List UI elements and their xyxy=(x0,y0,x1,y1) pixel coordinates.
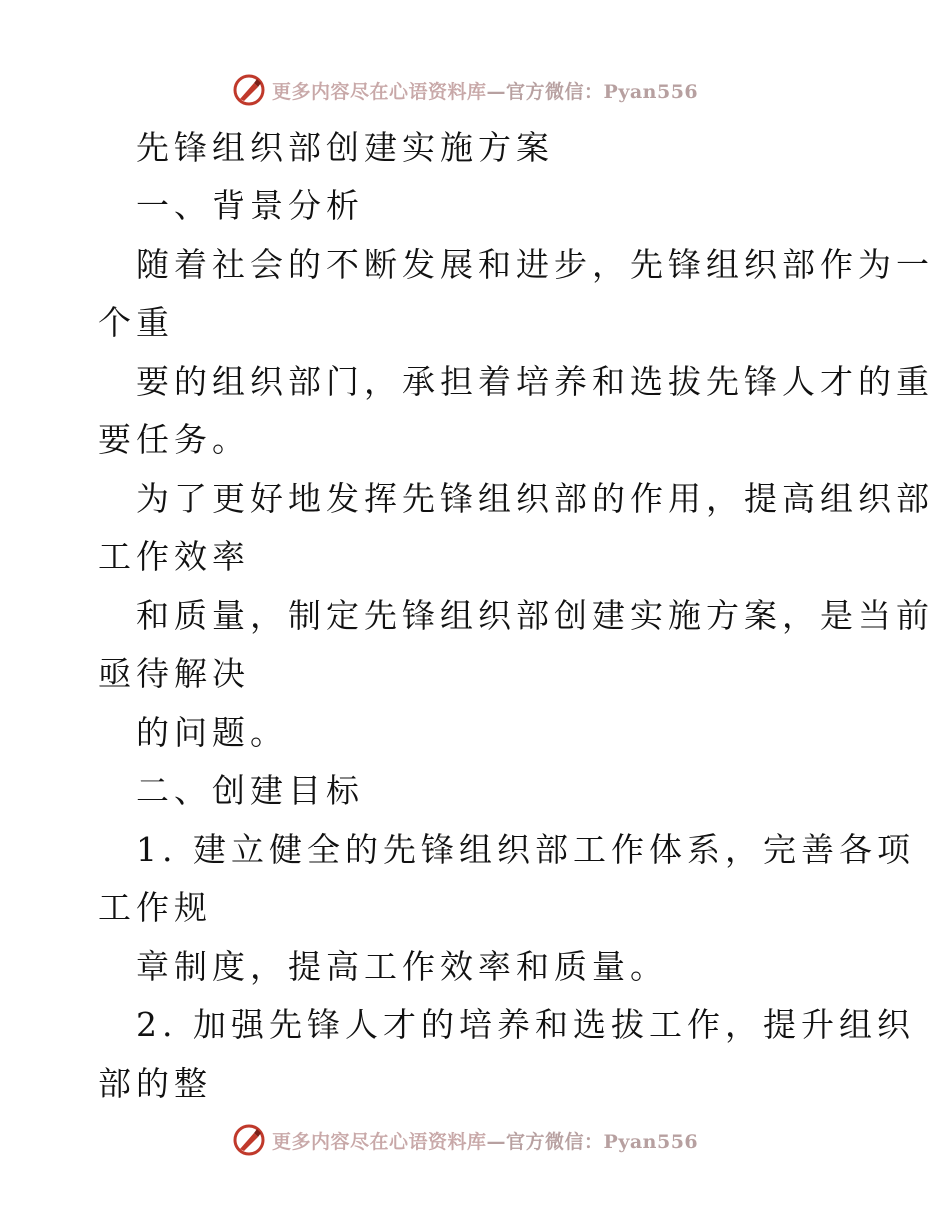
list-item-line: 部的整 xyxy=(98,1064,212,1103)
paragraph-line: 随着社会的不断发展和进步，先锋组织部作为一 xyxy=(136,245,934,284)
watermark-sub: —官方微信： xyxy=(486,80,604,103)
watermark-sub: —官方微信： xyxy=(486,1130,604,1153)
paragraph-line: 的问题。 xyxy=(136,713,288,752)
watermark-footer xyxy=(232,1122,698,1158)
watermark-title: 更多内容尽在心语资料库 xyxy=(272,1130,487,1153)
watermark-handle: Pyan556 xyxy=(603,80,699,103)
paragraph-line: 工作效率 xyxy=(98,537,250,576)
watermark-header xyxy=(232,72,698,108)
paragraph-line: 和质量，制定先锋组织部创建实施方案，是当前 xyxy=(136,596,934,635)
list-item-line: 2. 加强先锋人才的培养和选拔工作，提升组织 xyxy=(136,1005,915,1044)
watermark-text xyxy=(272,1127,698,1154)
pen-logo-icon xyxy=(232,1123,266,1157)
watermark-title: 更多内容尽在心语资料库 xyxy=(272,80,487,103)
section-heading: 一、背景分析 xyxy=(136,186,364,225)
watermark-handle: Pyan556 xyxy=(603,1130,699,1153)
list-item-line: 工作规 xyxy=(98,888,212,927)
document-title: 先锋组织部创建实施方案 xyxy=(136,128,554,167)
paragraph-line: 要的组织部门，承担着培养和选拔先锋人才的重 xyxy=(136,362,934,401)
paragraph-line: 亟待解决 xyxy=(98,654,250,693)
list-item-line: 1. 建立健全的先锋组织部工作体系，完善各项 xyxy=(136,830,915,869)
paragraph-line: 个重 xyxy=(98,303,174,342)
section-heading: 二、创建目标 xyxy=(136,771,364,810)
watermark-text xyxy=(272,77,698,104)
paragraph-line: 要任务。 xyxy=(98,420,250,459)
pen-logo-icon xyxy=(232,73,266,107)
list-item-line: 章制度，提高工作效率和质量。 xyxy=(136,947,668,986)
paragraph-line: 为了更好地发挥先锋组织部的作用，提高组织部 xyxy=(136,479,934,518)
